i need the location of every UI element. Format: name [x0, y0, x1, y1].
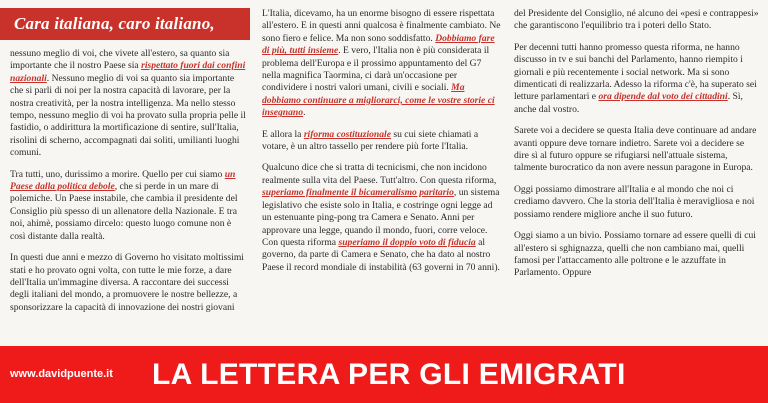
- body-text: Sarete voi a decidere se questa Italia deve continuare ad andare avanti oppure deve tornare indietro. Sarete voi a decidere se dire sì al futuro oppure se rifugiarsi nell'attuale sistema, talmente burocratico da non avere nessun paragone in Europa.: [514, 125, 757, 174]
- body-text: Oggi possiamo dimostrare all'Italia e al mondo che noi ci crediamo davvero. Che la storia dell'Italia è meravigliosa e noi possiamo rendere migliore anche il suo futuro.: [514, 183, 755, 220]
- column-1: [0, 8, 250, 346]
- column-3: [514, 8, 760, 346]
- paragraph: [262, 129, 502, 154]
- body-text: al governo, da parte di Camera e Senato, che ha dato al nostro Paese il record mondiale di instabilità (63 governi in 70 anni).: [262, 236, 500, 273]
- body-text: Per decenni tutti hanno promesso questa riforma, ne hanno discusso in tv e sui banchi del Parlamento, hanno riempito i giornali e più recentemente i social network. Ma si sono dimenticati di realizzarla. Adesso la riforma c'è, ha superato sei letture parlamentari e: [514, 41, 757, 103]
- paragraph: [0, 169, 250, 243]
- paragraph: [514, 230, 760, 280]
- body-text: L'Italia, dicevamo, ha un enorme bisogno di essere rispettata all'estero. E in questi anni qualcosa è finalmente cambiato. Ne sono fiero e felice. Ma non sono soddisfatto.: [262, 8, 501, 44]
- paragraph: [514, 42, 760, 116]
- paragraph: [262, 162, 502, 274]
- body-text: nessuno meglio di voi, che vivete all'estero, sa quanto sia importante che il nostro Paese sia: [10, 48, 230, 72]
- body-text: , un sistema legislativo che esiste solo in Italia, e costringe ogni legge ad un estenuante ping-pong tra Camera e Senato. Anni per approvare una legge, quando il mondo, fuori, corre veloce. Con questa riforma: [262, 187, 500, 248]
- body-text: In questi due anni e mezzo di Governo ho visitato moltissimi stati e ho provato ogni volta, con tutte le mie forze, a dare dell'Italia un'immagine diversa. A raccontare dei successi degli italiani del mondo, a promuovere le nostre bellezze, a sponsorizzare la capacità di innovazione dei nostri giovani: [10, 252, 244, 313]
- body-text: . Sì, anche dal vostro.: [514, 91, 743, 115]
- paragraph: [514, 8, 760, 33]
- paragraph: [0, 48, 250, 160]
- body-text: del Presidente del Consiglio, né alcuno dei «pesi e contrappesi» che garantiscono l'equilibrio tra i poteri dello Stato.: [514, 8, 759, 32]
- highlighted-phrase: ora dipende dal voto dei cittadini: [598, 91, 728, 103]
- body-text: su cui siete chiamati a votare, è un altro tassello per rendere più forte l'Italia.: [262, 128, 479, 153]
- body-text: , che si perde in un mare di polemiche. Un Paese instabile, che cambia il presidente del Consiglio più spesso di un allenatore della Nazionale. E tra noi, ahimè, possiamo dircelo: questo luogo comune non è così distante dalla realtà.: [10, 181, 238, 242]
- site-url-text: www.davidpuente.it: [10, 368, 113, 380]
- body-text: E allora la: [262, 128, 304, 140]
- paragraph: [514, 125, 760, 175]
- highlighted-phrase: rispettato fuori dai confini nazionali: [10, 60, 246, 84]
- column-1-body: [0, 48, 250, 314]
- highlighted-phrase: Dobbiamo fare di più, tutti insieme: [262, 32, 495, 57]
- body-text: Tra tutti, uno, durissimo a morire. Quello per cui siamo: [10, 168, 225, 180]
- paragraph: [0, 252, 250, 314]
- body-text: Oggi siamo a un bivio. Possiamo tornare ad essere quelli di cui all'estero si sghignazza, quelli che non cambiano mai, quelli famosi per l'attaccamento alle poltrone e le azzuffate in Parlamento. Oppure: [514, 230, 756, 279]
- highlighted-phrase: superiamo finalmente il bicameralismo paritario: [262, 187, 454, 199]
- body-text: . Nessuno meglio di voi sa quanto sia importante che si parli di noi per la nostra capacità di lavorare, per la nostra creatività, per la nostra intelligenza. Ma nello stesso tempo, nessuno meglio di voi ha provato sulla propria pelle il fastidio, o addirittura la mortificazione di sentire, sull'Italia, risolini di scherno, accompagnati dai soliti, umilianti luoghi comuni.: [10, 72, 246, 159]
- letter-headline: Cara italiana, caro italiano,: [0, 8, 250, 40]
- body-text: Qualcuno dice che si tratta di tecnicismi, che non incidono realmente sulla vita del Paese. Tutt'altro. Con questa riforma,: [262, 162, 497, 186]
- body-text: .: [303, 107, 306, 119]
- paragraph: [262, 8, 502, 120]
- banner-title: LA LETTERA PER GLI EMIGRATI: [152, 358, 626, 391]
- column-2: [262, 8, 502, 346]
- bottom-banner: [0, 346, 768, 403]
- highlighted-phrase: un Paese dalla politica debole: [10, 168, 236, 193]
- body-text: . E vero, l'Italia non è più considerata il problema dell'Europa e il prossimo appuntamento del G7 nella magnifica Taormina, ci darà un'occasione per condividere i nostri valori umani, civili e sociali.: [262, 45, 490, 94]
- highlighted-phrase: superiamo il doppio voto di fiducia: [338, 236, 476, 248]
- paragraph: [514, 184, 760, 221]
- highlighted-phrase: riforma costituzionale: [303, 128, 391, 140]
- highlighted-phrase: Ma dobbiamo continuare a migliorarci, come le vostre storie ci insegnano: [262, 82, 495, 119]
